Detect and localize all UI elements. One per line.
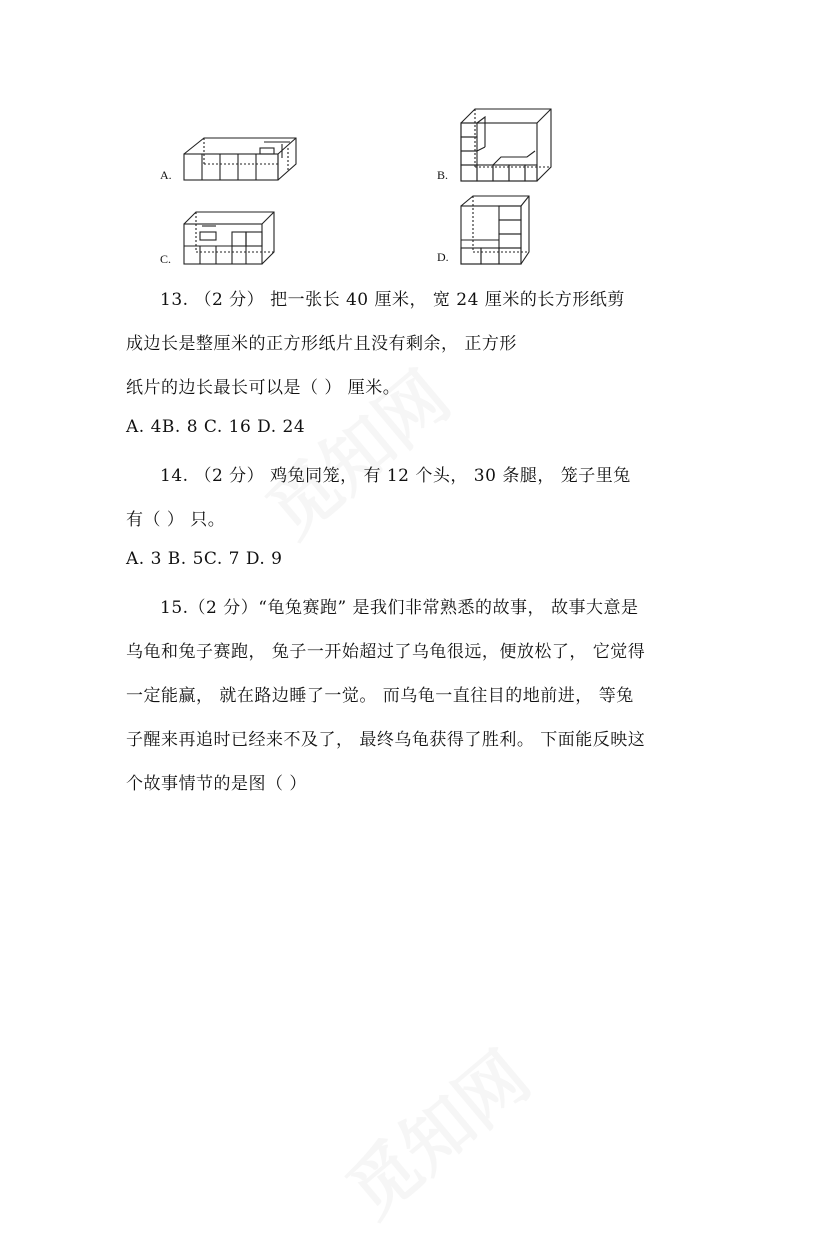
watermark-bottom [322,1024,548,1236]
q15-line-5: 个故事情节的是图（ ） [126,774,307,794]
cube-figure-d [457,192,547,267]
q13-line-3: 纸片的边长最长可以是（ ） 厘米。 [126,378,401,398]
figure-label-b: B. [437,168,449,182]
q15-line-1: 15.（2 分）“龟兔赛跑” 是我们非常熟悉的故事， 故事大意是 [160,598,639,618]
q15-line-3: 一定能赢， 就在路边睡了一觉。 而乌龟一直往目的地前进， 等兔 [126,686,634,706]
cube-figure-b [457,105,577,185]
q14-line-2: 有（ ） 只。 [126,510,226,530]
q15-line-2: 乌龟和兔子赛跑， 兔子一开始超过了乌龟很远，便放松了， 它觉得 [126,642,646,662]
q15-line-4: 子醒来再追时已经来不及了， 最终乌龟获得了胜利。 下面能反映这 [126,730,646,750]
figure-label-d: D. [437,250,449,264]
q13-line-2: 成边长是整厘米的正方形纸片且没有剩余， 正方形 [126,334,517,354]
cube-figure-a [180,130,320,185]
cube-figure-c [180,208,290,268]
q13-options: A. 4B. 8 C. 16 D. 24 [126,417,306,437]
figure-label-a: A. [160,168,172,182]
figure-label-c: C. [160,252,172,266]
q13-line-1: 13. （2 分） 把一张长 40 厘米， 宽 24 厘米的长方形纸剪 [160,290,625,310]
q14-options: A. 3 B. 5C. 7 D. 9 [126,549,283,569]
q14-line-1: 14. （2 分） 鸡兔同笼， 有 12 个头， 30 条腿， 笼子里兔 [160,466,631,486]
